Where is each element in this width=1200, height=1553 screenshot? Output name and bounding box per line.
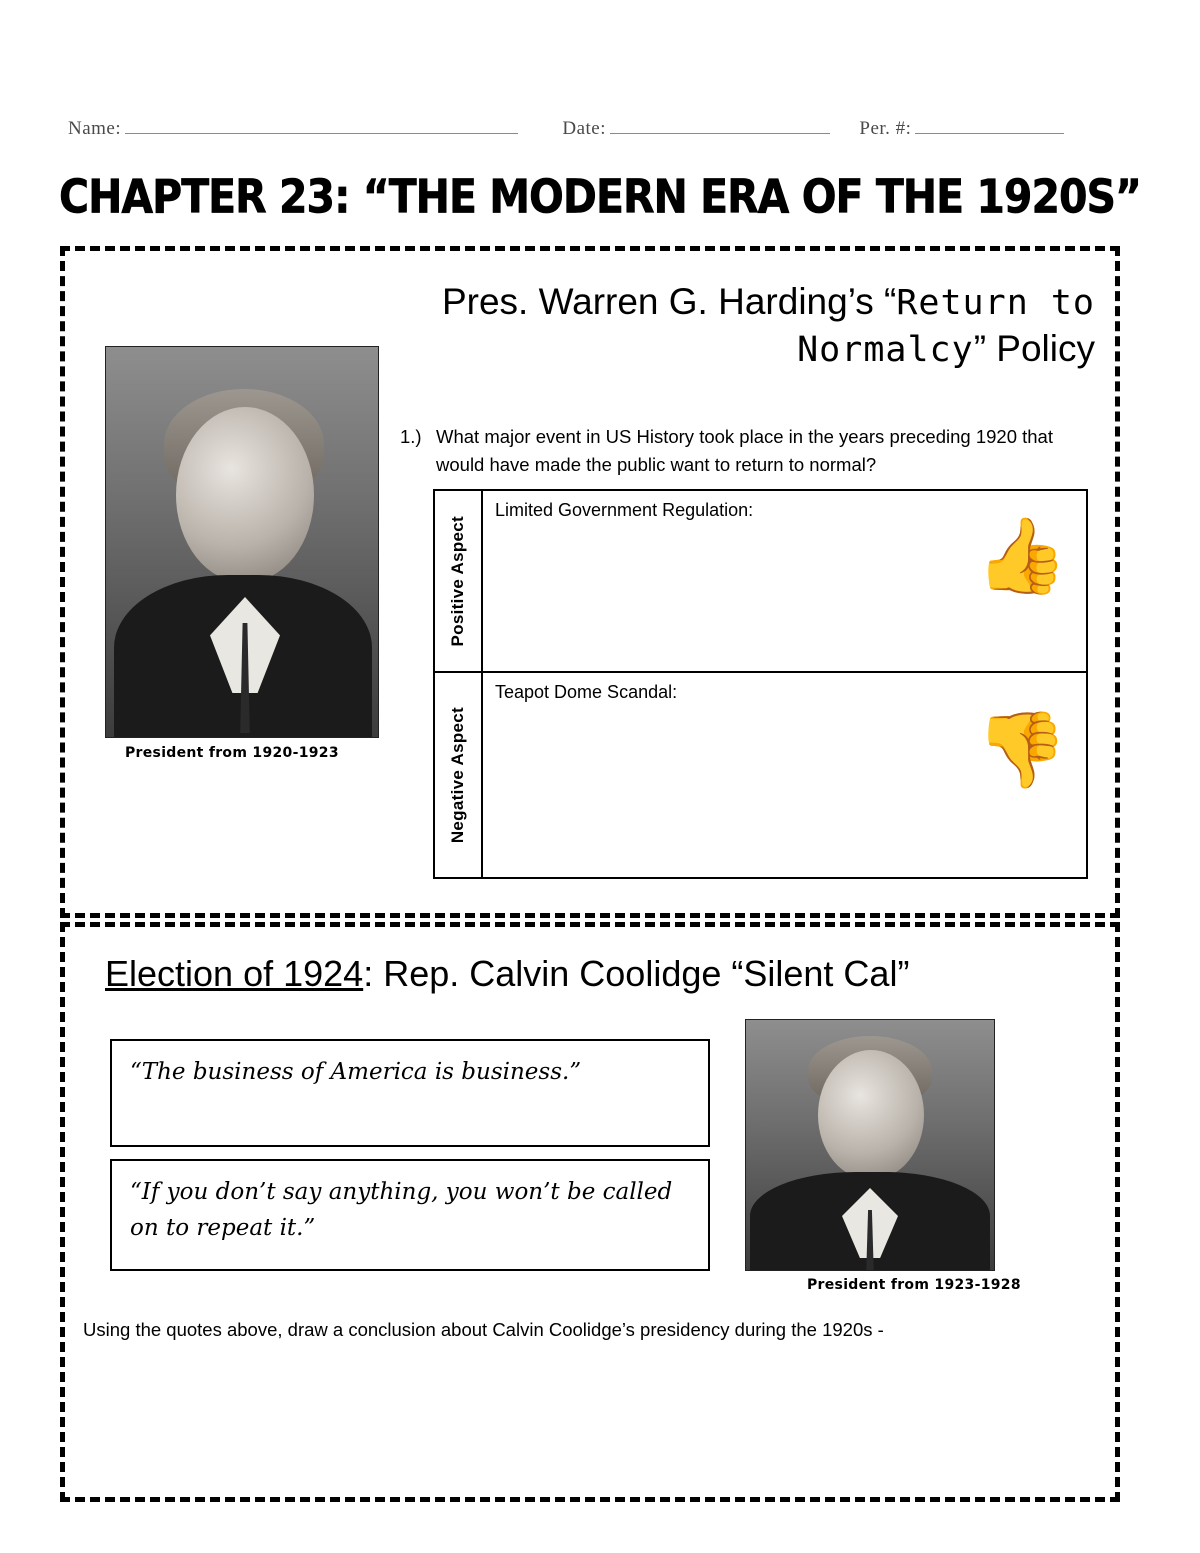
- negative-aspect-label: Negative Aspect: [448, 706, 467, 844]
- question-number: 1.): [400, 426, 422, 447]
- aspects-table: [433, 489, 1088, 879]
- coolidge-quote-1: “The business of America is business.”: [110, 1039, 710, 1147]
- positive-aspect-label: Positive Aspect: [448, 515, 467, 647]
- positive-aspect-label-cell: [435, 491, 483, 671]
- coolidge-quote-2: “If you don’t say anything, you won’t be called on to repeat it.”: [110, 1159, 710, 1271]
- date-label: Date:: [562, 118, 607, 139]
- page-title: CHAPTER 23: “THE MODERN ERA OF THE 1920S”: [59, 170, 1141, 224]
- harding-heading-mono1: Return to: [896, 283, 1095, 323]
- harding-portrait-image: [105, 346, 379, 738]
- name-input-line[interactable]: [125, 120, 518, 134]
- coolidge-section-heading: [105, 953, 1095, 995]
- thumbs-up-icon: 👍: [975, 513, 1068, 599]
- coolidge-portrait-caption: President from 1923-1928: [807, 1277, 1021, 1293]
- table-row-negative: [435, 673, 1086, 877]
- coolidge-heading-underlined: Election of 1924: [105, 953, 364, 994]
- name-label: Name:: [68, 118, 122, 139]
- positive-aspect-prompt: Limited Government Regulation:: [495, 500, 754, 520]
- positive-aspect-answer-area[interactable]: [483, 491, 1086, 671]
- coolidge-heading-rest: : Rep. Calvin Coolidge “Silent Cal”: [363, 953, 910, 994]
- harding-section: [60, 246, 1120, 918]
- period-input-line[interactable]: [915, 120, 1064, 134]
- harding-heading-part2: ” Policy: [973, 327, 1095, 369]
- harding-heading-mono2: Normalcy: [797, 329, 974, 370]
- period-label: Per. #:: [859, 118, 912, 139]
- thumbs-down-icon: 👎: [975, 707, 1068, 793]
- table-row-positive: [435, 491, 1086, 673]
- negative-aspect-label-cell: [435, 673, 483, 877]
- question-text: What major event in US History took place in the years preceding 1920 that would have made the public want to return to normal?: [436, 426, 1053, 475]
- negative-aspect-answer-area[interactable]: [483, 673, 1086, 877]
- conclusion-prompt: Using the quotes above, draw a conclusion about Calvin Coolidge’s presidency during the 1920s -: [83, 1319, 884, 1340]
- coolidge-portrait-image: [745, 1019, 995, 1271]
- student-info-row: [68, 118, 1068, 140]
- coolidge-section: [60, 922, 1120, 1502]
- negative-aspect-prompt: Teapot Dome Scandal:: [495, 682, 678, 702]
- harding-question-1: [400, 423, 1100, 479]
- date-input-line[interactable]: [610, 120, 830, 134]
- harding-heading-part1: Pres. Warren G. Harding’s “: [441, 281, 897, 322]
- harding-portrait-caption: President from 1920-1923: [125, 745, 339, 761]
